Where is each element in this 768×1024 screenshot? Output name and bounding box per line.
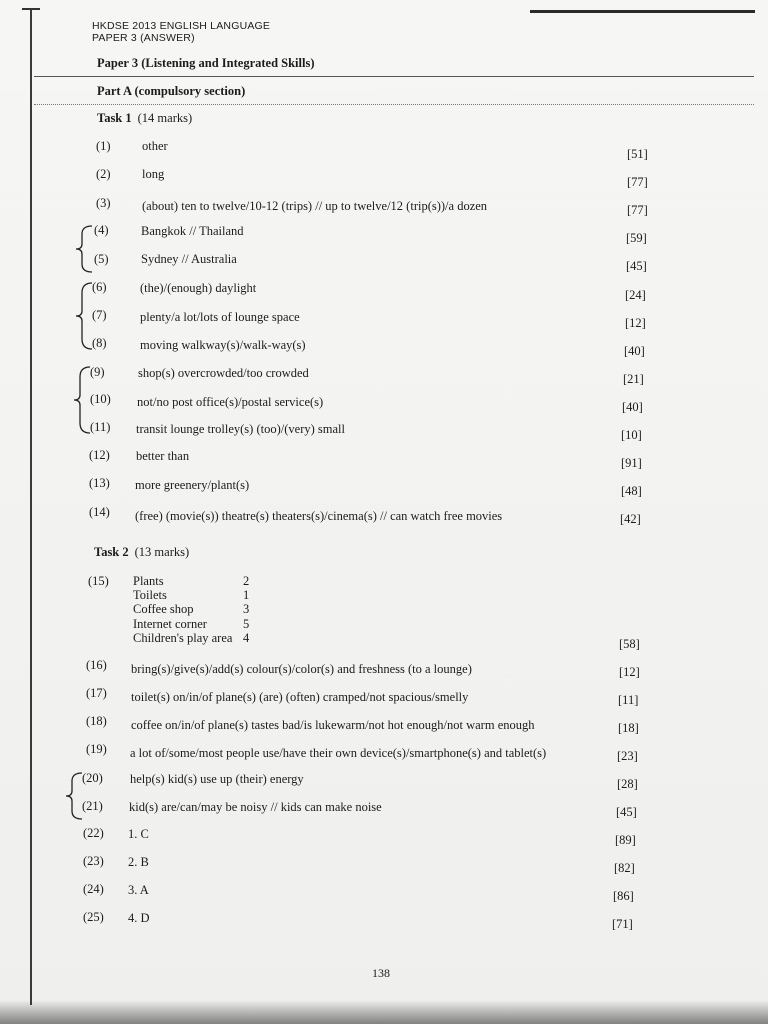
item-number: (16): [86, 658, 107, 672]
item-answer: other: [142, 139, 168, 153]
ranking-value: 5: [243, 616, 250, 631]
top-rule: [530, 10, 755, 13]
item-answer: moving walkway(s)/walk-way(s): [140, 338, 306, 352]
item-number: (9): [90, 365, 105, 379]
ranking-row: [133, 588, 249, 602]
item-number: (21): [82, 799, 103, 813]
item-score: [28]: [617, 777, 638, 791]
task1-marks: (14 marks): [137, 111, 193, 125]
ranking-row: [133, 631, 249, 645]
item-score: [48]: [621, 484, 642, 498]
header-line-1: HKDSE 2013 ENGLISH LANGUAGE: [92, 20, 271, 32]
item-score: [91]: [621, 456, 642, 470]
item-number: (13): [89, 476, 110, 490]
ranking-label: Toilets: [133, 588, 167, 603]
item-answer: kid(s) are/can/may be noisy // kids can make noise: [129, 800, 382, 814]
bracket-group-9-11: [70, 365, 92, 435]
item-answer: better than: [136, 449, 190, 463]
item-score: [45]: [616, 805, 637, 819]
item-score: [11]: [618, 693, 639, 707]
bracket-group-6-8: [72, 281, 94, 351]
item-answer: (the)/(enough) daylight: [140, 281, 257, 295]
ranking-row: [133, 602, 249, 616]
item-score: [77]: [627, 175, 648, 189]
item-answer: 3. A: [128, 883, 149, 897]
ranking-value: 2: [243, 574, 250, 588]
item-number: (3): [96, 196, 111, 210]
item-score: [23]: [617, 749, 638, 763]
item-number: (6): [92, 280, 107, 294]
item-answer: plenty/a lot/lots of lounge space: [140, 310, 300, 324]
item-answer: toilet(s) on/in/of plane(s) (are) (often) cramped/not spacious/smelly: [131, 690, 469, 704]
ranking-label: Internet corner: [133, 616, 207, 631]
page-number: 138: [372, 966, 390, 980]
part-title: Part A (compulsory section): [97, 84, 246, 98]
item-answer: help(s) kid(s) use up (their) energy: [130, 772, 304, 786]
bracket-group-4-5: [72, 224, 94, 274]
ranking-row: [133, 574, 249, 588]
item-answer: 1. C: [128, 827, 149, 841]
item-number: (5): [94, 252, 109, 266]
item-score: [58]: [619, 637, 640, 651]
item-answer: long: [142, 167, 165, 181]
item-number: (10): [90, 392, 111, 406]
dotted-divider: [34, 104, 754, 105]
item-answer: not/no post office(s)/postal service(s): [137, 395, 324, 409]
item-score: [51]: [627, 147, 648, 161]
ranking-value: 1: [243, 588, 250, 603]
item-answer: (about) ten to twelve/10-12 (trips) // up to twelve/12 (trip(s))/a dozen: [142, 199, 488, 213]
item-number: (1): [96, 139, 111, 153]
task1-name: Task 1: [97, 111, 132, 125]
item-answer: coffee on/in/of plane(s) tastes bad/is lukewarm/not hot enough/not warm enough: [131, 718, 535, 732]
item-score: [45]: [626, 259, 647, 273]
item-score: [12]: [625, 316, 646, 330]
item-score: [10]: [621, 428, 642, 442]
item-answer: Sydney // Australia: [141, 252, 237, 266]
ranking-label: Coffee shop: [133, 602, 194, 617]
ranking-value: 3: [243, 602, 250, 617]
ranking-row: [133, 617, 249, 631]
item-score: [89]: [615, 833, 636, 847]
item-score: [42]: [620, 512, 641, 526]
item-number: (11): [90, 420, 111, 434]
item-number: (23): [83, 854, 104, 868]
item-answer: 4. D: [128, 911, 150, 925]
item-number: (8): [92, 336, 107, 350]
item-score: [18]: [618, 721, 639, 735]
item-score: [24]: [625, 288, 646, 302]
item-answer: Bangkok // Thailand: [141, 224, 244, 238]
item-number: (24): [83, 882, 104, 896]
item-number: (18): [86, 714, 107, 728]
task2-heading: [94, 545, 189, 560]
item-answer: (free) (movie(s)) theatre(s) theaters(s)/cinema(s) // can watch free movies: [135, 509, 503, 523]
binding-line: [30, 10, 32, 1005]
item-number: (15): [88, 574, 109, 588]
ranking-label: Plants: [133, 574, 164, 588]
item-answer: shop(s) overcrowded/too crowded: [138, 366, 309, 380]
item-score: [77]: [627, 203, 648, 217]
item-score: [82]: [614, 861, 635, 875]
item-number: (14): [89, 505, 110, 519]
item-number: (25): [83, 910, 104, 924]
item-answer: 2. B: [128, 855, 149, 869]
item-answer: bring(s)/give(s)/add(s) colour(s)/color(s) and freshness (to a lounge): [131, 662, 472, 676]
ranking-value: 4: [243, 630, 250, 645]
item-number: (2): [96, 167, 111, 181]
binding-shadow: [0, 1000, 768, 1024]
item-score: [86]: [613, 889, 634, 903]
item-number: (4): [94, 223, 109, 237]
item-number: (12): [89, 448, 110, 462]
item-answer: a lot of/some/most people use/have their own device(s)/smartphone(s) and tablet(s): [130, 746, 547, 760]
item-number: (22): [83, 826, 104, 840]
task2-marks: (13 marks): [134, 545, 190, 559]
item-score: [71]: [612, 917, 633, 931]
ranking-label: Children's play area: [133, 630, 233, 645]
document-header: [92, 20, 270, 44]
item-score: [21]: [623, 372, 644, 386]
task1-heading: [97, 111, 192, 126]
item-number: (19): [86, 742, 107, 756]
bracket-group-20-21: [62, 771, 84, 821]
task2-name: Task 2: [94, 545, 129, 559]
item-answer: transit lounge trolley(s) (too)/(very) small: [136, 422, 345, 436]
item-answer: more greenery/plant(s): [135, 478, 250, 492]
header-line-2: PAPER 3 (ANSWER): [92, 32, 195, 44]
item-score: [59]: [626, 231, 647, 245]
item-number: (20): [82, 771, 103, 785]
item-number: (17): [86, 686, 107, 700]
item-score: [40]: [622, 400, 643, 414]
paper-title: Paper 3 (Listening and Integrated Skills): [97, 56, 315, 70]
ranking-table: [133, 574, 249, 645]
item-number: (7): [92, 308, 107, 322]
divider: [34, 76, 754, 77]
item-score: [40]: [624, 344, 645, 358]
item-score: [12]: [619, 665, 640, 679]
